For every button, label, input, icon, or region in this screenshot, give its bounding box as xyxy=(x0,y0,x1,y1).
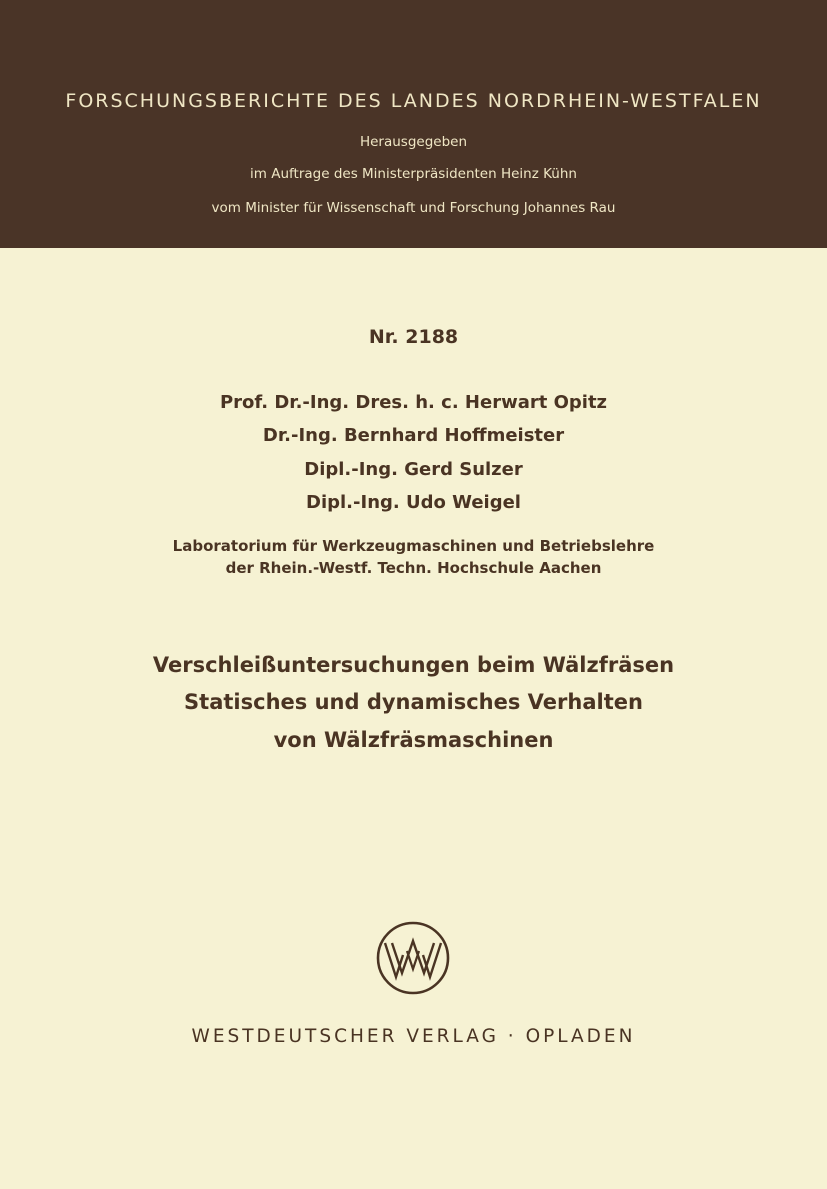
minister-line: vom Minister für Wissenschaft und Forschung Johannes Rau xyxy=(211,200,616,216)
author-1: Prof. Dr.-Ing. Dres. h. c. Herwart Opitz xyxy=(219,392,608,413)
report-number: Nr. 2188 xyxy=(368,326,459,348)
editor-line: Herausgegeben xyxy=(359,134,468,150)
title-line-2: Statisches und dynamisches Verhalten xyxy=(184,690,643,714)
publisher-logo-icon xyxy=(376,921,450,995)
header-band xyxy=(0,0,827,248)
author-4: Dipl.-Ing. Udo Weigel xyxy=(306,492,521,513)
author-3: Dipl.-Ing. Gerd Sulzer xyxy=(304,459,523,480)
title-line-1: Verschleißuntersuchungen beim Wälzfräsen xyxy=(152,653,675,677)
commission-line: im Auftrage des Ministerpräsidenten Heinz Kühn xyxy=(250,166,577,182)
series-title: FORSCHUNGSBERICHTE DES LANDES NORDRHEIN-WESTFALEN xyxy=(65,90,762,112)
institute-line-2: der Rhein.-Westf. Techn. Hochschule Aachen xyxy=(225,559,602,577)
author-2: Dr.-Ing. Bernhard Hoffmeister xyxy=(262,425,565,446)
title-line-3: von Wälzfräsmaschinen xyxy=(273,728,554,752)
publisher-name: WESTDEUTSCHER VERLAG · OPLADEN xyxy=(191,1026,636,1047)
institute-line-1: Laboratorium für Werkzeugmaschinen und Betriebslehre xyxy=(172,537,655,555)
